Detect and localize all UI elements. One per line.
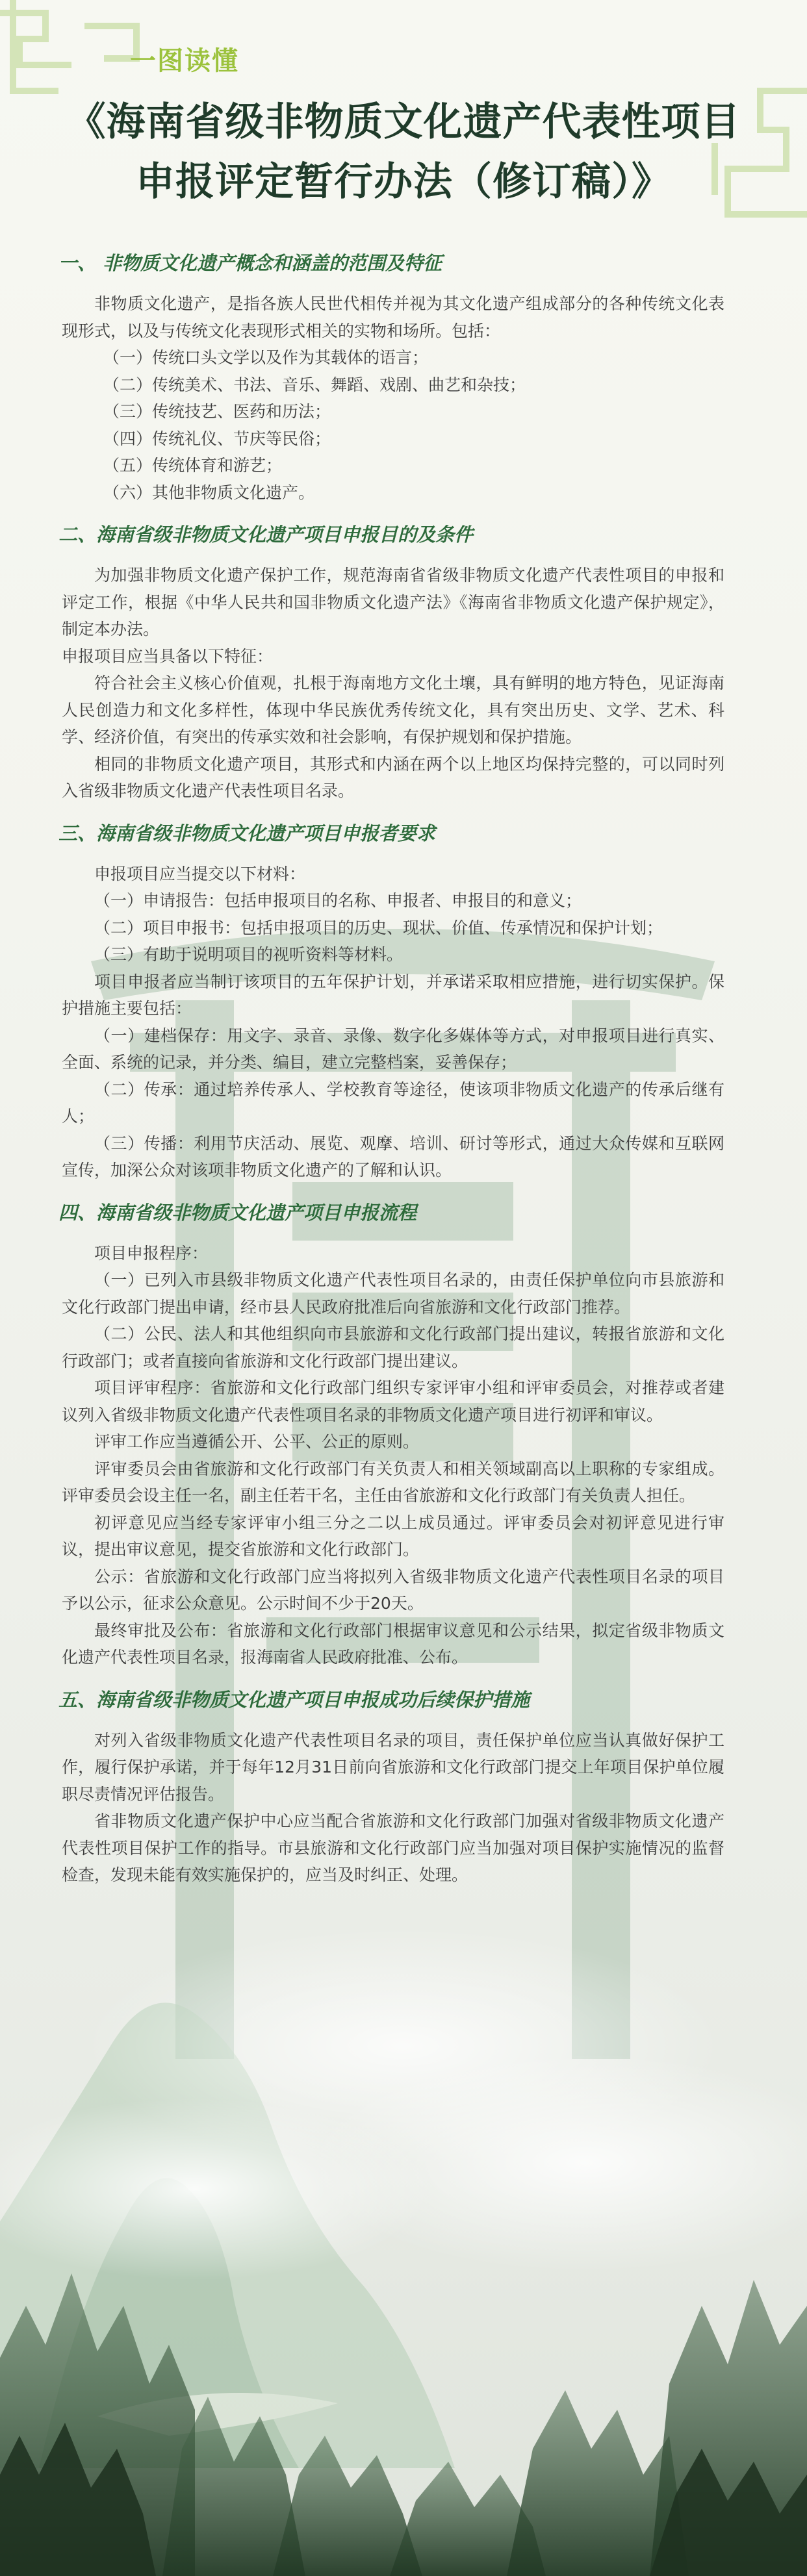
paragraph: 初评意见应当经专家评审小组三分之二以上成员通过。评审委员会对初评意见进行审议，提出审议意见，提交省旅游和文化行政部门。: [62, 1513, 724, 1559]
paragraph: 最终审批及公布：省旅游和文化行政部门根据审议意见和公示结果，拟定省级非物质文化遗产代表性项目名录，报海南省人民政府批准、公布。: [62, 1621, 724, 1667]
paragraph: 项目申报程序：: [94, 1243, 209, 1263]
list-item: （一）传统口头文学以及作为其载体的语言；: [103, 348, 429, 367]
paragraph: 非物质文化遗产，是指各族人民世代相传并视为其文化遗产组成部分的各种传统文化表现形式，以及与传统文化表现形式相关的实物和场所。包括：: [62, 294, 724, 340]
paragraph: （一）建档保存：用文字、录音、录像、数字化多媒体等方式，对申报项目进行真实、全面、系统的记录，并分类、编目，建立完整档案，妥善保存；: [62, 1026, 724, 1072]
paragraph: （三）传播：利用节庆活动、展览、观摩、培训、研讨等形式，通过大众传媒和互联网宣传，加深公众对该项非物质文化遗产的了解和认识。: [62, 1133, 724, 1180]
mist-overlay: [0, 1916, 807, 2576]
paragraph: 符合社会主义核心价值观，扎根于海南地方文化土壤，具有鲜明的地方特色，见证海南人民创造力和文化多样性，体现中华民族优秀传统文化，具有突出历史、文学、艺术、科学、经济价值，有突出的传承实效和社会影响，有保护规划和保护措施。: [62, 674, 724, 746]
section-heading: 四、海南省级非物质文化遗产项目申报流程: [58, 1201, 417, 1224]
paragraph: （二）公民、法人和其他组织向市县旅游和文化行政部门提出建议，转报省旅游和文化行政部门；或者直接向省旅游和文化行政部门提出建议。: [62, 1324, 724, 1370]
section-2: [58, 522, 724, 805]
paragraph: 公示：省旅游和文化行政部门应当将拟列入省级非物质文化遗产代表性项目名录的项目予以公示，征求公众意见。公示时间不少于20天。: [62, 1567, 724, 1613]
paragraph: 为加强非物质文化遗产保护工作，规范海南省省级非物质文化遗产代表性项目的申报和评定工作，根据《中华人民共和国非物质文化遗产法》《海南省非物质文化遗产保护规定》，制定本办法。: [62, 566, 724, 638]
list-item: （四）传统礼仪、节庆等民俗；: [103, 429, 331, 448]
section-1: [58, 250, 724, 506]
list-item: （六）其他非物质文化遗产。: [103, 483, 315, 502]
list-item: （二）传统美术、书法、音乐、舞蹈、戏剧、曲艺和杂技；: [103, 375, 526, 394]
paragraph: 项目申报者应当制订该项目的五年保护计划，并承诺采取相应措施，进行切实保护。保护措施主要包括：: [62, 972, 724, 1018]
paragraph: （三）有助于说明项目的视听资料等材料。: [94, 945, 404, 964]
mountain-illustration: [0, 1884, 455, 2468]
paragraph: 申报项目应当提交以下材料：: [94, 864, 306, 883]
section-4: [58, 1200, 724, 1671]
paragraph: 相同的非物质文化遗产项目，其形式和内涵在两个以上地区均保持完整的，可以同时列入省级非物质文化遗产代表性项目名录。: [62, 754, 724, 800]
paragraph: 省非物质文化遗产保护中心应当配合省旅游和文化行政部门加强对省级非物质文化遗产代表性项目保护工作的指导。市县旅游和文化行政部门应当加强对项目保护实施情况的监督检查，发现未能有效实施保护的，应当及时纠正、处理。: [62, 1812, 724, 1884]
page-title-line-1: 《海南省级非物质文化遗产代表性项目: [66, 99, 741, 145]
section-heading: 二、海南省级非物质文化遗产项目申报目的及条件: [58, 524, 474, 546]
section-heading: 三、海南省级非物质文化遗产项目申报者要求: [58, 822, 436, 844]
page-title-line-2: 申报评定暂行办法（修订稿）》: [136, 159, 671, 205]
paragraph: 申报项目应当具备以下特征：: [62, 646, 274, 666]
paragraph: 对列入省级非物质文化遗产代表性项目名录的项目，责任保护单位应当认真做好保护工作，履行保护承诺，并于每年12月31日前向省旅游和文化行政部门提交上年项目保护单位履职尽责情况评估报告。: [62, 1730, 724, 1804]
paragraph: 评审委员会由省旅游和文化行政部门有关负责人和相关领域副高以上职称的专家组成。评审委员会设主任一名，副主任若干名，主任由省旅游和文化行政部门有关负责人担任。: [62, 1459, 724, 1505]
section-heading: 五、海南省级非物质文化遗产项目申报成功后续保护措施: [58, 1688, 530, 1711]
paragraph: 评审工作应当遵循公开、公平、公正的原则。: [94, 1432, 420, 1451]
section-3: [58, 820, 724, 1184]
paragraph: （一）申请报告：包括申报项目的名称、申报者、申报目的和意义；: [94, 891, 582, 910]
paragraph: （二）传承：通过培养传承人、学校教育等途径，使该项非物质文化遗产的传承后继有人；: [62, 1080, 724, 1126]
list-item: （三）传统技艺、医药和历法；: [103, 402, 331, 421]
forest-illustration: [0, 2111, 807, 2576]
paragraph: （一）已列入市县级非物质文化遗产代表性项目名录的，由责任保护单位向市县旅游和文化行政部门提出申请，经市县人民政府批准后向省旅游和文化行政部门推荐。: [62, 1270, 724, 1317]
section-5: [58, 1687, 724, 1889]
section-heading: 一、 非物质文化遗产概念和涵盖的范围及特征: [58, 252, 442, 274]
paragraph: 项目评审程序：省旅游和文化行政部门组织专家评审小组和评审委员会，对推荐或者建议列入省级非物质文化遗产代表性项目名录的非物质文化遗产项目进行初评和审议。: [62, 1378, 724, 1424]
paragraph: （二）项目申报书：包括申报项目的历史、现状、价值、传承情况和保护计划；: [94, 918, 663, 937]
kicker-label: 一图读懂: [130, 46, 239, 76]
article-body: [58, 250, 724, 1904]
list-item: （五）传统体育和游艺；: [103, 456, 283, 475]
